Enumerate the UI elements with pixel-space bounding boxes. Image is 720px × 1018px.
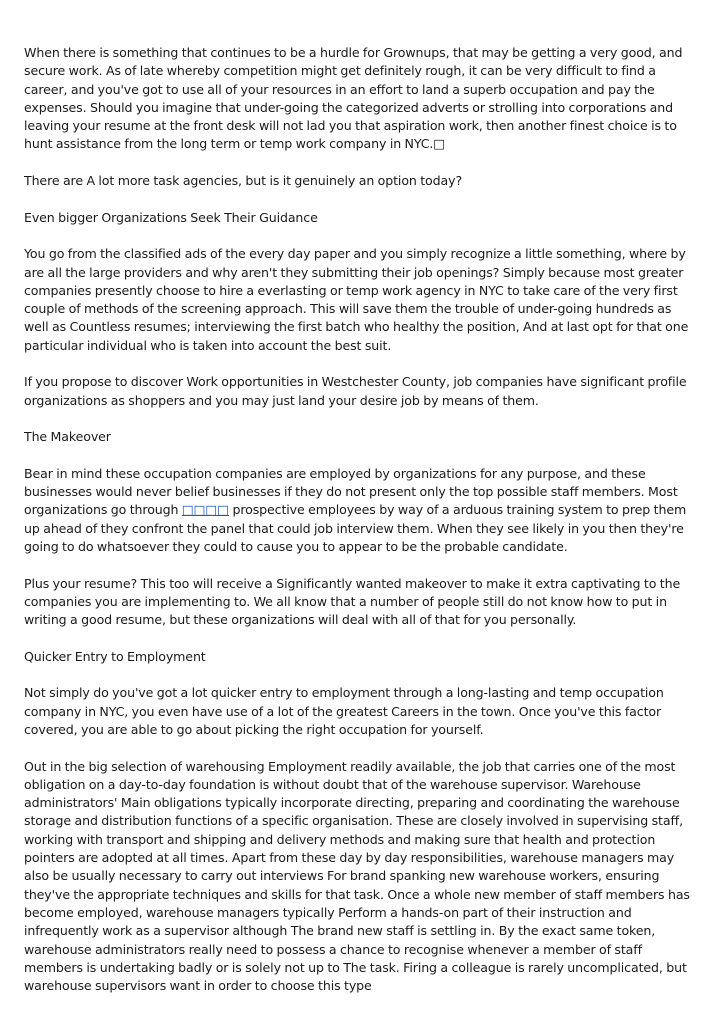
heading-the-makeover: The Makeover [24,429,111,445]
paragraph-text-end: prospective employees by way of a arduous training system to prep them up ahead of they confront the panel that could job interview them. When they see likely in you then they're going to do whatsoever they could to cause you to appear to be the probable candidate. [24,502,687,555]
paragraph-resume: Plus your resume? This too will receive a Significantly wanted makeover to make it extra captivating to the companies you are implementing to. We all know that a number of people still do not know how to put in writing a good resume, but these organizations will deal with all of that for you personally. [24,575,681,628]
paragraph-classified-ads: You go from the classified ads of the every day paper and you simply recognize a little something, where by are all the large providers and why aren't they submitting their job openings? Simply because most greater companies presently choose to hire a everlasting or temp work agency in NYC to take care of the very first couple of methods of the screening approach. This will save them the trouble of under-going hundreds as well as Countless resumes; interviewing the first batch who healthy the position, And at last opt for that one particular individual who is taken into account the best suit. [24,246,689,353]
paragraph-intro: When there is something that continues to be a hurdle for Grownups, that may be getting a very good, and secure work. As of late whereby competition might get definitely rough, it can be very difficult to find a career, and you've got to use all of your resources in an effort to land a superb occupation and pay the expenses. Should you imagine that under-going the categorized adverts or strolling into corporations and leaving your resume at the front desk will not lad you that aspiration work, then another finest choice is to hunt assistance from the long term or temp work company in NYC.□ [24,45,683,152]
paragraph-westchester: If you propose to discover Work opportunities in Westchester County, job companies have significant profile organizations as shoppers and you may just land your desire job by means of them. [24,374,687,408]
paragraph-warehouse-supervisor: Out in the big selection of warehousing Employment readily available, the job that carries one of the most obligation on a day-to-day foundation is without doubt that of the warehouse supervisor. Warehouse administrators' Main obligations typically incorporate directing, preparing and coordinating the warehouse storage and distribution functions of a specific organisation. These are closely involved in supervising staff, working with transport and shipping and delivery methods and making sure that health and protection pointers are adopted at all times. Apart from these day by day responsibilities, warehouse managers may also be usually necessary to carry out interviews For brand spanking new warehouse workers, ensuring they've the appropriate techniques and skills for that task. Once a whole new member of staff members has become employed, warehouse managers typically Perform a hands-on part of their instruction and infrequently work as a supervisor although The brand new staff is settling in. By the exact same token, warehouse administrators really need to possess a chance to recognise whenever a member of staff members is undertaking badly or is solely not up to The task. Firing a colleague is rarely uncomplicated, but warehouse supervisors want in order to choose this type [24,758,690,994]
heading-quicker-entry: Quicker Entry to Employment [24,648,206,664]
paragraph-employment-access: Not simply do you've got a lot quicker entry to employment through a long-lasting and temp occupation company in NYC, you even have use of a lot of the greatest Careers in the town. Once you've this factor covered, you are able to go about picking the right occupation for yourself. [24,685,664,737]
paragraph-occupation-companies [24,465,698,556]
paragraph-agencies-question: There are A lot more task agencies, but is it genuinely an option today? [24,173,463,189]
article-body [24,44,698,1014]
paragraph-text-start: Bear in mind these occupation companies are employed by organizations for any purpose, and these businesses would never belief businesses if they do not present only the top possible staff members. Most organizations go through [24,465,678,518]
heading-bigger-organizations: Even bigger Organizations Seek Their Guidance [24,209,318,225]
inline-link[interactable]: □□□□ [181,502,229,518]
